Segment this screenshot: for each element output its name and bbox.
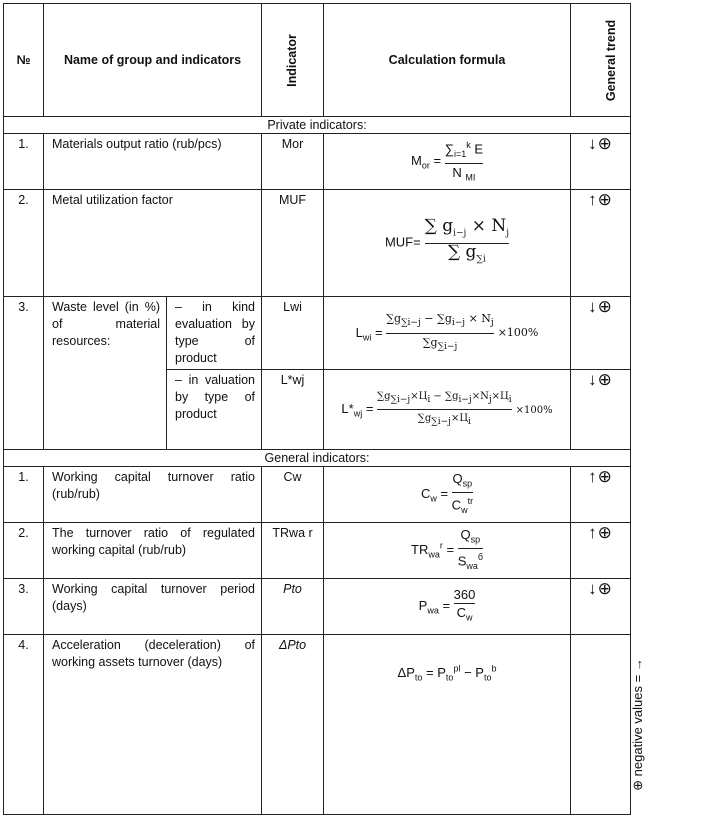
section-general-row	[4, 450, 631, 467]
row-name: Waste level (in %) of material resources:	[44, 297, 167, 450]
row-name: Acceleration (deceleration) of working assets turnover (days)	[44, 635, 262, 815]
indicators-table	[3, 3, 645, 815]
row-indicator: MUF	[262, 190, 324, 297]
section-private: Private indicators:	[4, 117, 631, 134]
row-trend: ↑⊕	[571, 523, 631, 579]
formula-muf-lhs: MUF=	[384, 234, 421, 250]
table-row	[4, 579, 631, 635]
row-name: The turnover ratio of regulated working capital (rub/rub)	[44, 523, 262, 579]
row-subname-a: – in kind evaluation by type of product	[167, 297, 262, 370]
table-row	[4, 297, 631, 370]
row-indicator: Pto	[262, 579, 324, 635]
row-indicator: Mor	[262, 134, 324, 190]
table-row	[4, 467, 631, 523]
row-indicator: Lwi	[262, 297, 324, 370]
row-number: 1.	[4, 134, 44, 190]
header-trend-label: General trend	[604, 19, 619, 101]
row-name: Working capital turnover ratio (rub/rub)	[44, 467, 262, 523]
header-no: №	[4, 4, 44, 117]
formula-pwa-numerator: 360	[453, 587, 476, 603]
row-number: 4.	[4, 635, 44, 815]
row-number: 3.	[4, 297, 44, 450]
row-number: 3.	[4, 579, 44, 635]
row-trend: ⊕ negative values = →	[629, 657, 645, 791]
row-indicator: Cw	[262, 467, 324, 523]
formula-lwj: $L*_{wj}$ = $\frac{\sum g_{\sum i-j}\times Ц_i - \sum g_{i-j}\times N_j\times Ц_i}{\sum g_{\sum i-j}\times Ц_i}$ ×100%	[324, 370, 571, 450]
formula-mor: $M_{or}$ = $\frac{\sum_{i=1}^k E}{N _{MI}}$	[324, 134, 571, 190]
row-name: Materials output ratio (rub/pcs)	[44, 134, 262, 190]
row-trend: ↑⊕	[571, 467, 631, 523]
header-formula: Calculation formula	[324, 4, 571, 117]
row-name: Metal utilization factor	[44, 190, 262, 297]
row-name: Working capital turnover period (days)	[44, 579, 262, 635]
header-indicator	[262, 4, 324, 117]
formula-muf: MUF= $\frac{\sum g_{i-j} \times N_j}{\sum g_{\sum i}}$	[324, 190, 571, 297]
section-general: General indicators:	[4, 450, 631, 467]
table-row	[4, 134, 631, 190]
header-indicator-label: Indicator	[285, 33, 300, 87]
header-trend	[571, 4, 631, 117]
table-row	[4, 635, 631, 815]
row-trend: ↓⊕	[571, 370, 631, 450]
row-indicator: TRwa r	[262, 523, 324, 579]
row-trend: ↑⊕	[571, 190, 631, 297]
formula-pwa: $P_{wa}$ = $\frac{360}{C_w}$	[324, 579, 571, 635]
row-trend: ↓⊕	[571, 134, 631, 190]
row-trend: ↓⊕	[571, 579, 631, 635]
header-name: Name of group and indicators	[44, 4, 262, 117]
table-row	[4, 523, 631, 579]
section-private-row	[4, 117, 631, 134]
row-number: 2.	[4, 523, 44, 579]
formula-lwi: $L_{wi}$ = $\frac{\sum g_{\sum i-j} - \sum g_{i-j} \times N_j}{\sum g_{\sum i-j}}$ ×100%	[324, 297, 571, 370]
row-indicator: ΔPto	[262, 635, 324, 815]
row-trend-cell	[571, 635, 645, 815]
formula-trwa: $TR_{wa}^r$ = $\frac{Q_{sp}}{S_{wa}^б}$	[324, 523, 571, 579]
row-number: 1.	[4, 467, 44, 523]
row-number: 2.	[4, 190, 44, 297]
row-indicator: L*wj	[262, 370, 324, 450]
header-row	[4, 4, 631, 117]
formula-cw: $C_w$ = $\frac{Q_{sp}}{C_w^{tr}}$	[324, 467, 571, 523]
row-subname-b: – in valuation by type of product	[167, 370, 262, 450]
table-row	[4, 190, 631, 297]
formula-dpto: $\Delta P_{to} = P_{to}^{pl} - P_{to}^b$	[324, 635, 571, 815]
row-trend: ↓⊕	[571, 297, 631, 370]
